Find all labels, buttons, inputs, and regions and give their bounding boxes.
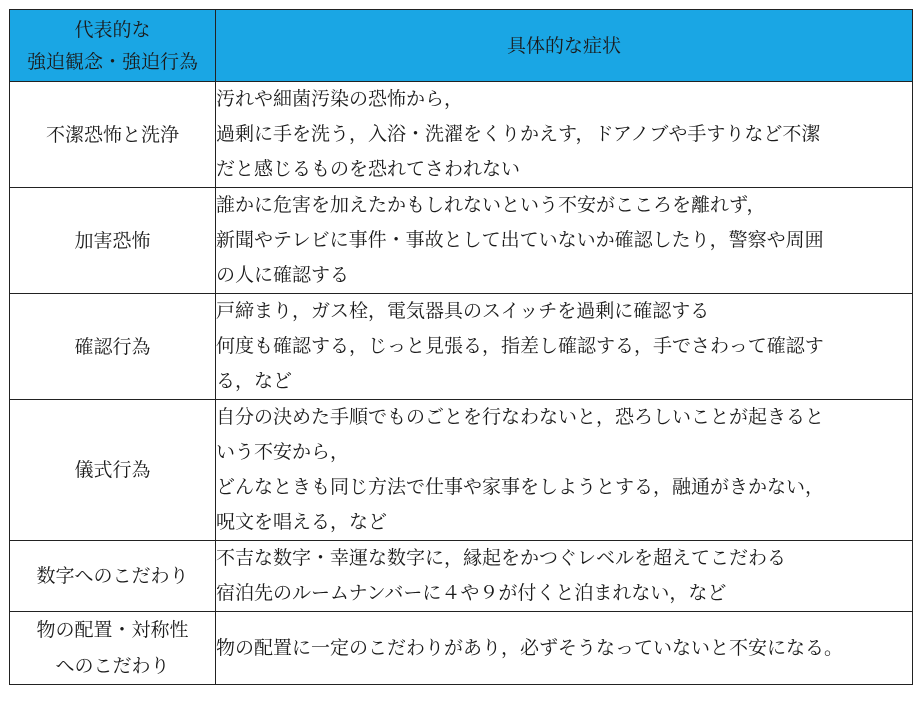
- description-line: 新聞やテレビに事件・事故として出ていないか確認したり，警察や周囲: [216, 229, 824, 251]
- table-row: [10, 82, 913, 188]
- description-line: る，など: [216, 370, 293, 392]
- description-line: どんなときも同じ方法で仕事や家事をしようとする，融通がきかない，: [216, 476, 825, 498]
- table-header-row: [10, 10, 913, 82]
- header-representative-obsessions: [10, 10, 216, 82]
- row-name: 数字へのこだわり: [36, 565, 189, 587]
- row-description-cell: [216, 188, 913, 294]
- row-name: 儀式行為: [74, 459, 151, 481]
- table-row: [10, 294, 913, 400]
- description-line: 何度も確認する，じっと見張る，指差し確認する，手でさわって確認す: [216, 335, 824, 357]
- row-name-cell: [10, 294, 216, 400]
- row-name: 加害恐怖: [74, 229, 151, 252]
- header-line: 強迫観念・強迫行為: [26, 50, 198, 73]
- description-line: 呪文を唱える，など: [216, 511, 388, 533]
- row-description-cell: [216, 294, 913, 400]
- row-name-cell: [10, 612, 216, 685]
- description-line: 宿泊先のルームナンバーに４や９が付くと泊まれない，など: [216, 582, 727, 604]
- description-line: 汚れや細菌汚染の恐怖から，: [216, 88, 464, 110]
- description-line: 物の配置に一定のこだわりがあり，必ずそうなっていないと不安になる。: [216, 636, 844, 659]
- description-line: いう不安から，: [216, 441, 350, 463]
- table-row: [10, 400, 913, 541]
- row-name-cell: [10, 188, 216, 294]
- description-line: の人に確認する: [216, 264, 350, 286]
- table-row: [10, 188, 913, 294]
- row-description-cell: [216, 612, 913, 685]
- table-row: [10, 541, 913, 612]
- description-line: 過剰に手を洗う，入浴・洗濯をくりかえす，ドアノブや手すりなど不潔: [216, 123, 821, 145]
- row-name: 不潔恐怖と洗浄: [45, 123, 179, 146]
- row-name: 物の配置・対称性: [36, 619, 189, 641]
- header-line: 代表的な: [74, 18, 151, 41]
- row-description-cell: [216, 400, 913, 541]
- row-name-cell: [10, 82, 216, 188]
- description-line: 誰かに危害を加えたかもしれないという不安がこころを離れず，: [216, 194, 766, 216]
- description-line: 戸締まり，ガス栓，電気器具のスイッチを過剰に確認する: [216, 300, 710, 322]
- row-description-cell: [216, 541, 913, 612]
- header-specific-symptoms: 具体的な症状: [216, 10, 913, 82]
- ocd-symptoms-table: [9, 9, 913, 685]
- description-line: だと感じるものを恐れてさわれない: [216, 158, 521, 180]
- description-line: 自分の決めた手順でものごとを行なわないと，恐ろしいことが起きると: [216, 406, 825, 428]
- row-name-cell: [10, 541, 216, 612]
- row-name: 確認行為: [74, 335, 151, 358]
- table-row: [10, 612, 913, 685]
- row-description-cell: [216, 82, 913, 188]
- row-name-cell: [10, 400, 216, 541]
- row-name: へのこだわり: [55, 655, 170, 677]
- description-line: 不吉な数字・幸運な数字に，縁起をかつぐレベルを超えてこだわる: [216, 547, 787, 569]
